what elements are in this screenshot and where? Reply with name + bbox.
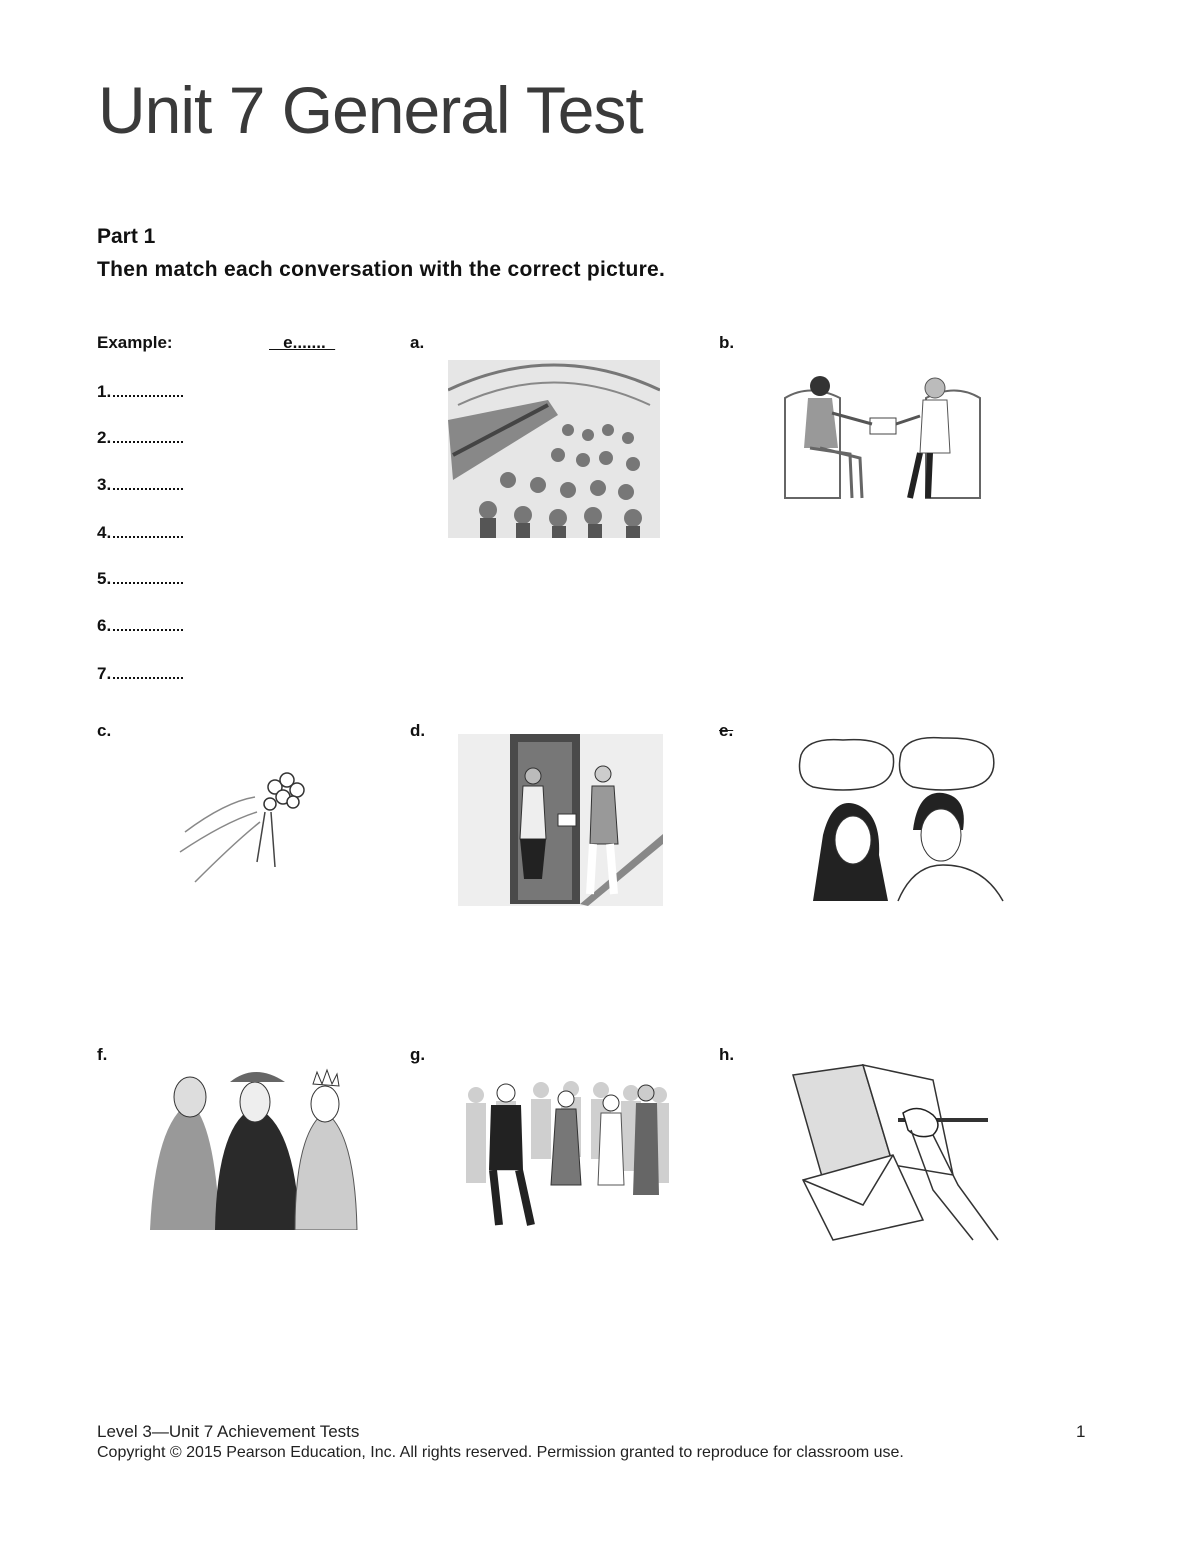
- page-title: Unit 7 General Test: [98, 73, 643, 147]
- answer-number: 6.: [97, 616, 112, 635]
- answer-line-2[interactable]: [97, 428, 183, 448]
- answer-number: 7.: [97, 664, 112, 683]
- footer-title: Level 3—Unit 7 Achievement Tests: [97, 1422, 360, 1441]
- answer-line-7[interactable]: [97, 664, 183, 684]
- picture-label-g: g.: [410, 1045, 426, 1064]
- answer-number: 3.: [97, 475, 112, 494]
- answer-line-1[interactable]: [97, 382, 183, 402]
- picture-label-f: f.: [97, 1045, 108, 1064]
- conversation-illustration: [793, 735, 1005, 903]
- picture-c-bouquet: [145, 742, 355, 907]
- gift-exchange-illustration: [780, 358, 986, 506]
- answer-line-6[interactable]: [97, 616, 183, 636]
- picture-a-train-station: [448, 360, 660, 538]
- answer-blank[interactable]: [113, 617, 183, 631]
- picture-f-costume-party: [145, 1062, 360, 1230]
- answer-blank[interactable]: [113, 476, 183, 490]
- answer-line-4[interactable]: [97, 523, 183, 543]
- writing-card-illustration: [783, 1055, 1003, 1245]
- answer-blank[interactable]: [113, 383, 183, 397]
- answer-blank[interactable]: [113, 429, 183, 443]
- answer-number: 1.: [97, 382, 112, 401]
- instruction: Then match each conversation with the correct picture.: [97, 258, 666, 281]
- picture-e-conversation: [793, 735, 1005, 903]
- picture-h-writing-card: [783, 1055, 1003, 1245]
- copyright: Copyright © 2015 Pearson Education, Inc. All rights reserved. Permission granted to reproduce for classroom use.: [97, 1444, 904, 1461]
- costume-party-illustration: [145, 1062, 360, 1230]
- picture-label-c: c.: [97, 721, 112, 740]
- picture-label-d: d.: [410, 721, 426, 740]
- picture-d-door-gift: [458, 734, 663, 906]
- example-answer: e.......: [269, 333, 336, 352]
- formal-event-illustration: [461, 1075, 671, 1245]
- picture-b-gift-exchange: [780, 358, 986, 506]
- answer-line-3[interactable]: [97, 475, 183, 495]
- page-number: 1: [1076, 1422, 1086, 1441]
- answer-blank[interactable]: [113, 570, 183, 584]
- picture-g-formal-event: [461, 1075, 671, 1245]
- picture-label-b: b.: [719, 333, 735, 352]
- picture-label-h: h.: [719, 1045, 735, 1064]
- picture-label-a: a.: [410, 333, 425, 352]
- answer-line-5[interactable]: [97, 569, 183, 589]
- train-station-illustration: [448, 360, 660, 538]
- answer-number: 2.: [97, 428, 112, 447]
- answer-number: 4.: [97, 523, 112, 542]
- door-gift-illustration: [458, 734, 663, 906]
- answer-blank[interactable]: [113, 524, 183, 538]
- answer-number: 5.: [97, 569, 112, 588]
- bouquet-illustration: [145, 742, 355, 907]
- picture-label-e: e.: [719, 721, 734, 740]
- part-heading: Part 1: [97, 225, 156, 248]
- example-label: Example:: [97, 333, 173, 352]
- answer-blank[interactable]: [113, 665, 183, 679]
